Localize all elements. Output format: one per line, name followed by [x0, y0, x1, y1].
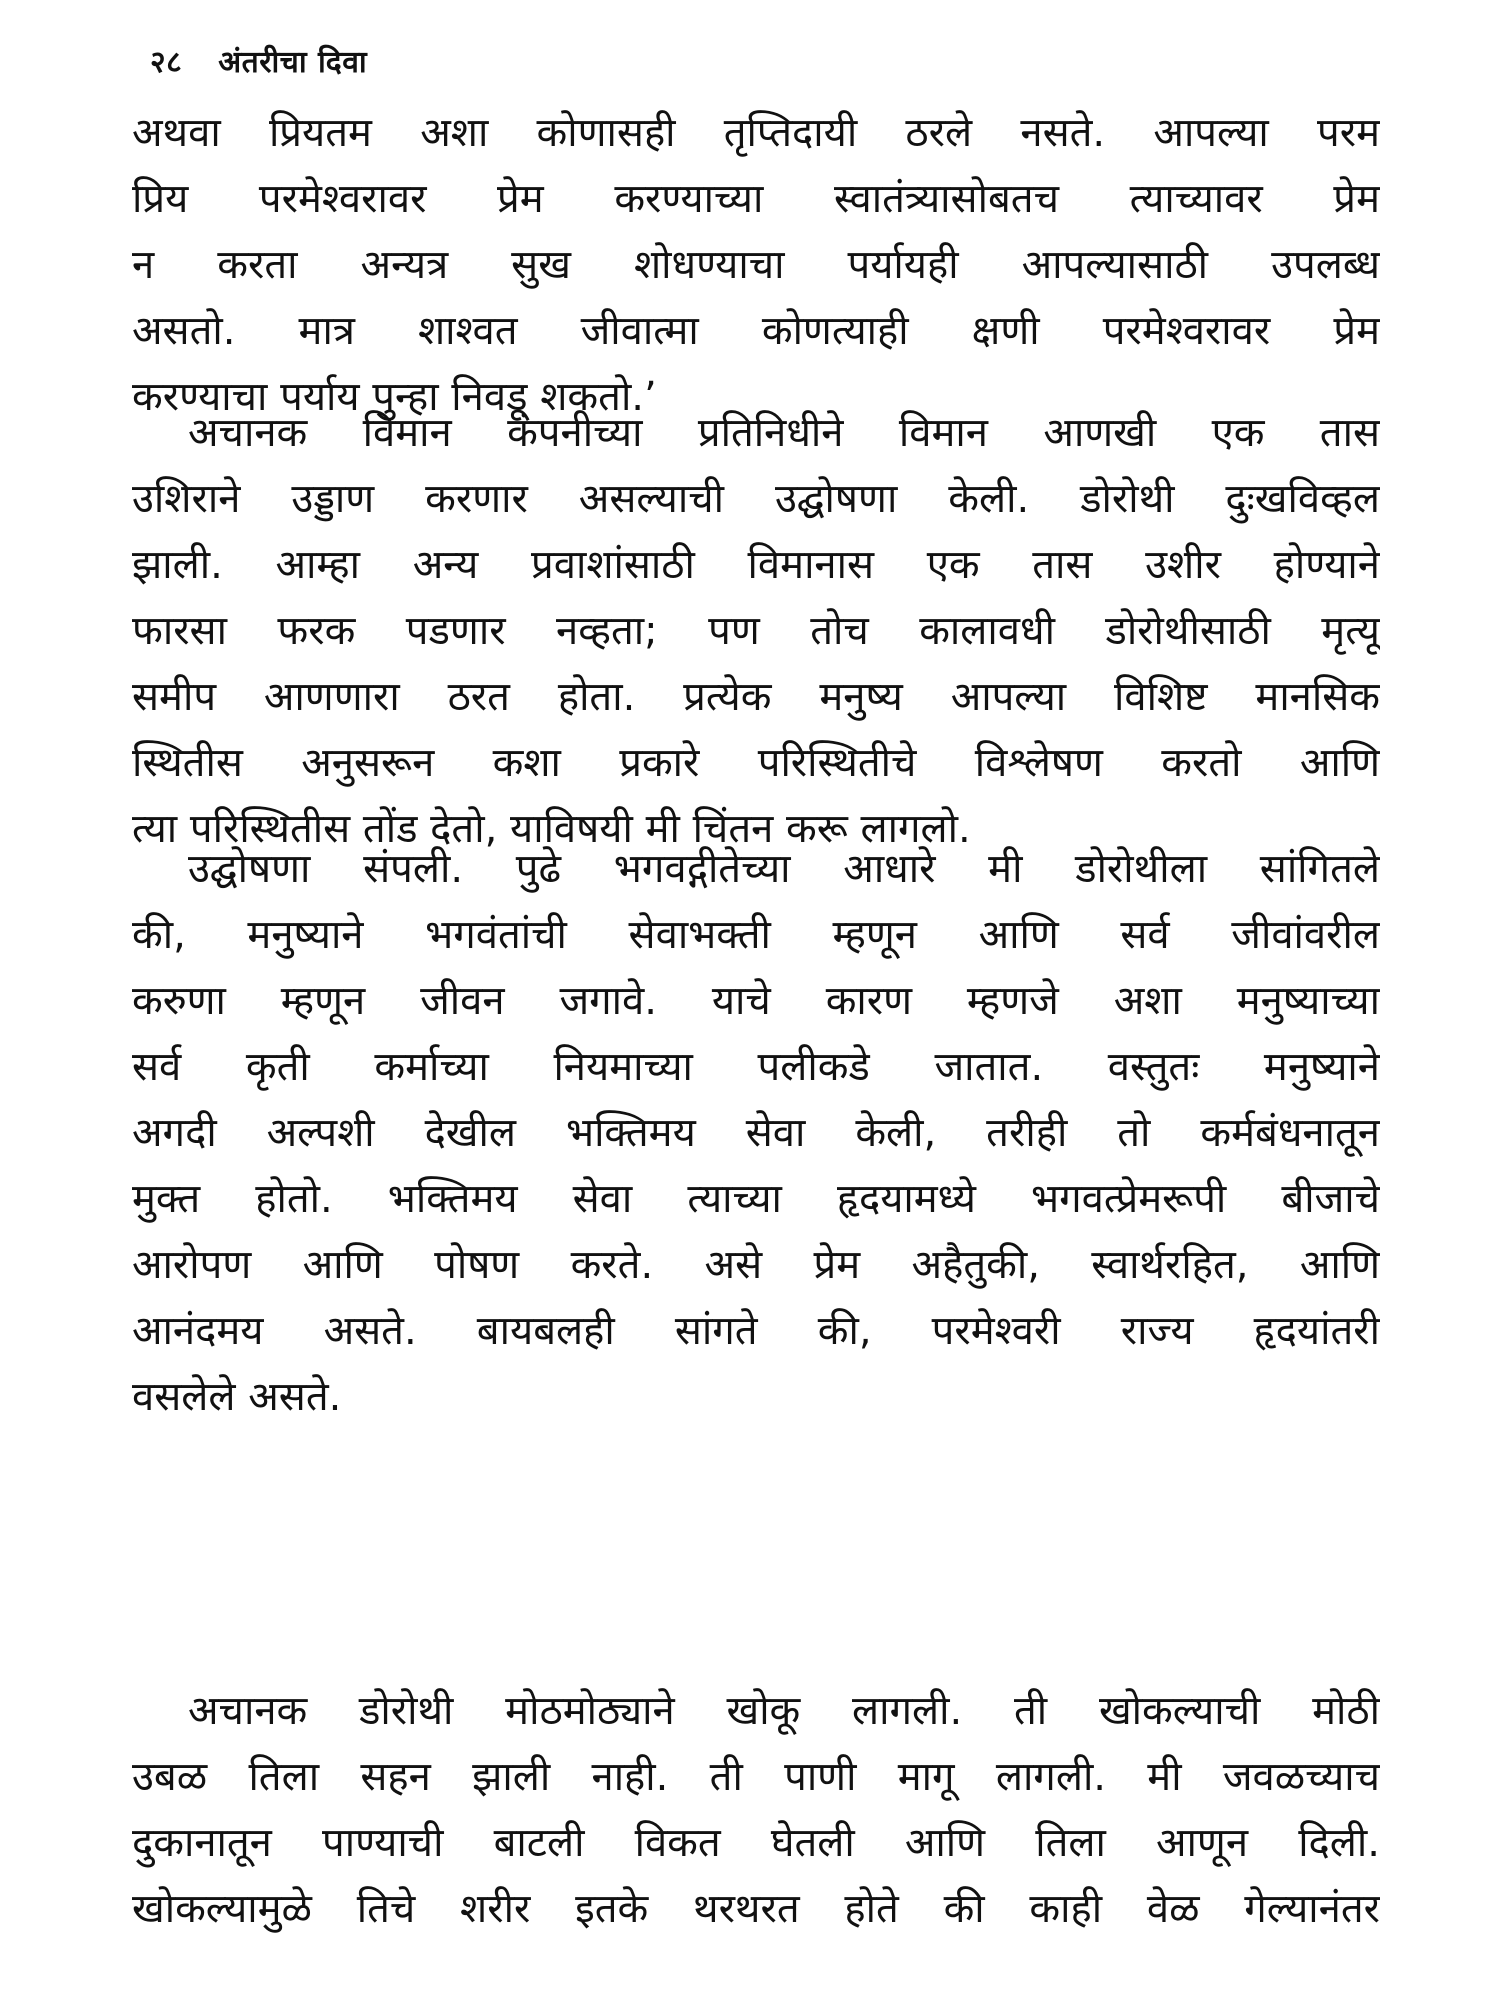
text-line: अचानक डोरोथी मोठमोठ्याने खोकू लागली. ती खोकल्याची मोठी — [188, 1688, 1380, 1734]
paragraph-1 — [132, 100, 1380, 430]
paragraph-2 — [132, 400, 1380, 862]
paragraph-3 — [132, 836, 1380, 1430]
text-line: मुक्त होतो. भक्तिमय सेवा त्याच्या हृदयामध्ये भगवत्प्रेमरूपी बीजाचे — [132, 1176, 1380, 1222]
text-line: की, मनुष्याने भगवंतांची सेवाभक्ती म्हणून आणि सर्व जीवांवरील — [132, 912, 1380, 958]
paragraph-4 — [132, 1678, 1380, 1942]
text-line: प्रिय परमेश्वरावर प्रेम करण्याच्या स्वातंत्र्यासोबतच त्याच्यावर प्रेम — [132, 176, 1380, 222]
book-title: अंतरीचा दिवा — [218, 45, 368, 80]
text-line: स्थितीस अनुसरून कशा प्रकारे परिस्थितीचे विश्लेषण करतो आणि — [132, 740, 1380, 786]
text-line: अथवा प्रियतम अशा कोणासही तृप्तिदायी ठरले नसते. आपल्या परम — [132, 110, 1380, 156]
text-line: करुणा म्हणून जीवन जगावे. याचे कारण म्हणजे अशा मनुष्याच्या — [132, 978, 1380, 1024]
text-line: करण्याचा पर्याय पुन्हा निवडू शकतो.’ — [132, 374, 657, 420]
text-line: सर्व कृती कर्माच्या नियमाच्या पलीकडे जातात. वस्तुतः मनुष्याने — [132, 1044, 1380, 1090]
text-line: आरोपण आणि पोषण करते. असे प्रेम अहैतुकी, स्वार्थरहित, आणि — [132, 1242, 1380, 1288]
text-line: खोकल्यामुळे तिचे शरीर इतके थरथरत होते की काही वेळ गेल्यानंतर — [132, 1886, 1380, 1932]
text-line: अगदी अल्पशी देखील भक्तिमय सेवा केली, तरीही तो कर्मबंधनातून — [132, 1110, 1380, 1156]
text-line: झाली. आम्हा अन्य प्रवाशांसाठी विमानास एक तास उशीर होण्याने — [132, 542, 1380, 588]
running-header — [150, 40, 367, 81]
text-line: न करता अन्यत्र सुख शोधण्याचा पर्यायही आपल्यासाठी उपलब्ध — [132, 242, 1380, 288]
text-line: उशिराने उड्डाण करणार असल्याची उद्घोषणा केली. डोरोथी दुःखविव्हल — [132, 476, 1380, 522]
text-line: समीप आणणारा ठरत होता. प्रत्येक मनुष्य आपल्या विशिष्ट मानसिक — [132, 674, 1380, 720]
text-line: फारसा फरक पडणार नव्हता; पण तोच कालावधी डोरोथीसाठी मृत्यू — [132, 608, 1380, 654]
text-line: आनंदमय असते. बायबलही सांगते की, परमेश्वरी राज्य हृदयांतरी — [132, 1308, 1380, 1354]
page-number: २८ — [150, 45, 183, 80]
text-line: असतो. मात्र शाश्वत जीवात्मा कोणत्याही क्षणी परमेश्वरावर प्रेम — [132, 308, 1380, 354]
text-line: वसलेले असते. — [132, 1374, 342, 1420]
text-line: उद्घोषणा संपली. पुढे भगवद्गीतेच्या आधारे मी डोरोथीला सांगितले — [188, 846, 1380, 892]
text-line: अचानक विमान कंपनीच्या प्रतिनिधीने विमान आणखी एक तास — [188, 410, 1380, 456]
text-line: दुकानातून पाण्याची बाटली विकत घेतली आणि तिला आणून दिली. — [132, 1820, 1380, 1866]
text-line: उबळ तिला सहन झाली नाही. ती पाणी मागू लागली. मी जवळच्याच — [132, 1754, 1380, 1800]
text-line: त्या परिस्थितीस तोंड देतो, याविषयी मी चिंतन करू लागलो. — [132, 806, 971, 852]
